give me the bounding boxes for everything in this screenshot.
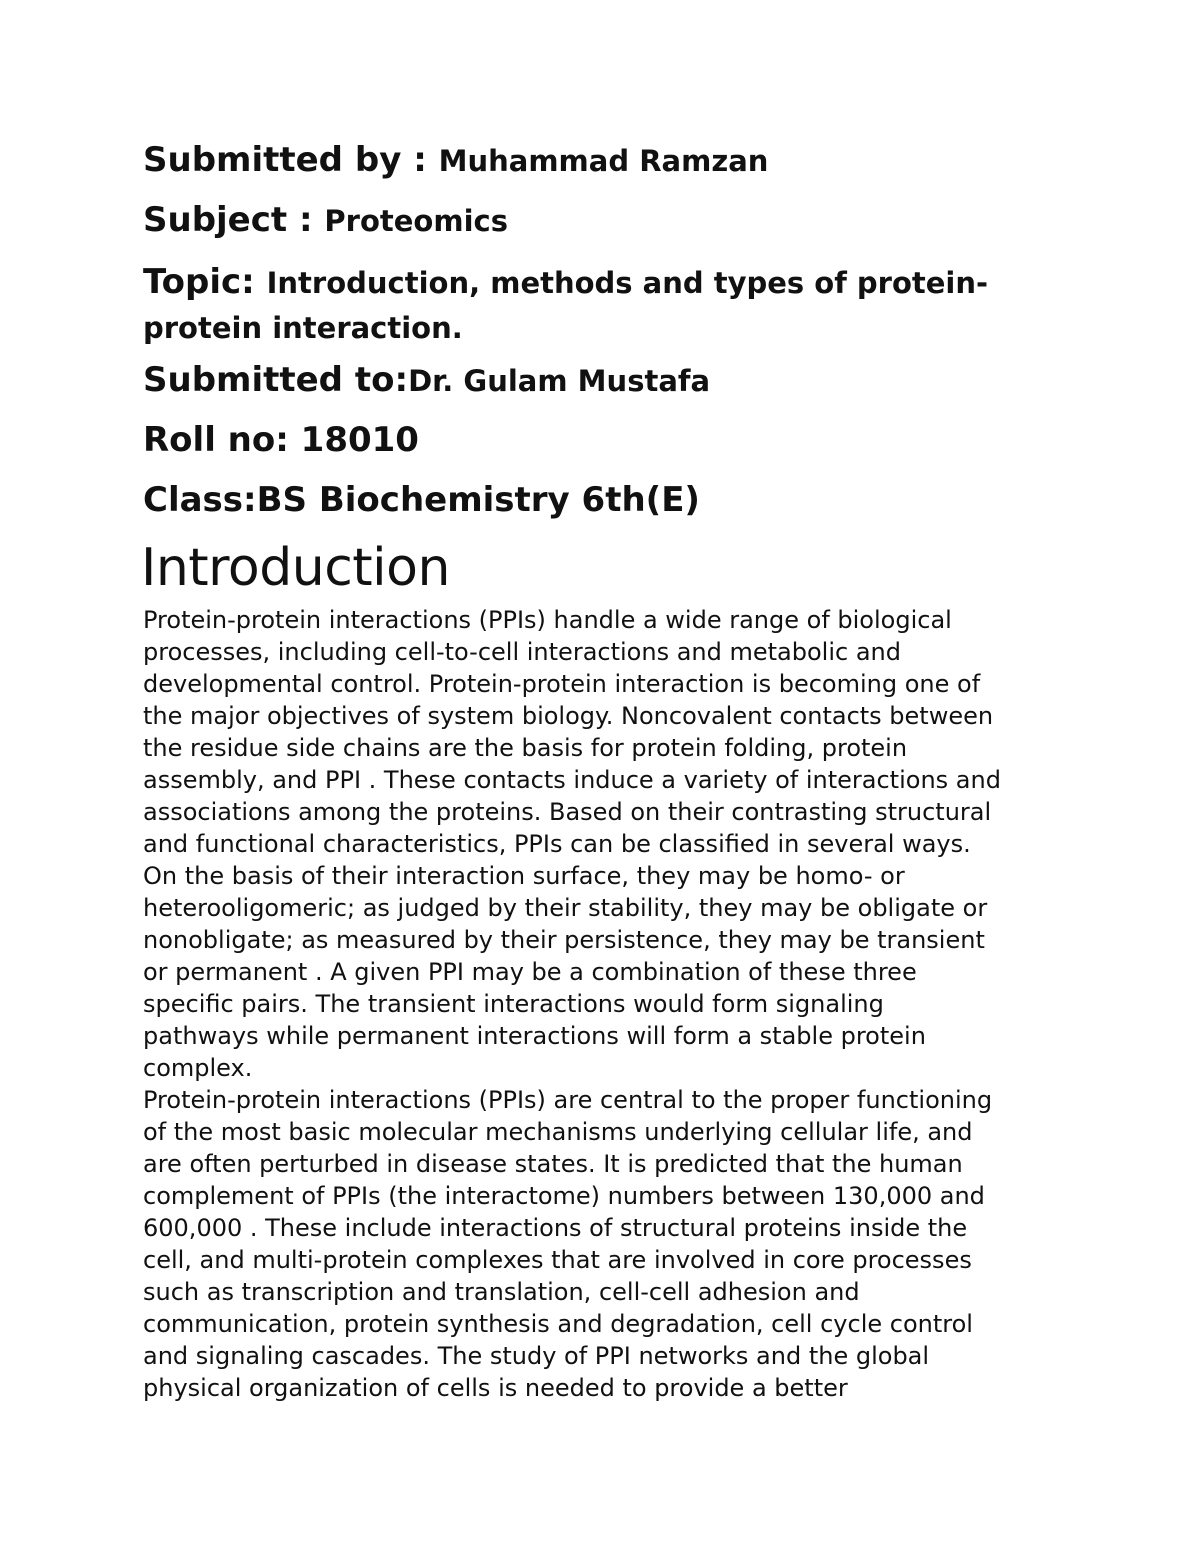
body-text-line: cell, and multi-protein complexes that are involved in core processes [143,1246,972,1274]
submitted-by-value: Muhammad Ramzan [438,144,769,178]
body-text-line: On the basis of their interaction surface, they may be homo- or [143,862,905,890]
body-text-line: complex. [143,1054,253,1082]
topic-label: Topic: [143,262,267,302]
section-heading: Introduction [141,538,450,598]
body-text-line: of the most basic molecular mechanisms underlying cellular life, and [143,1118,973,1146]
submitted-to-value: Dr. Gulam Mustafa [408,364,711,398]
submitted-to-label: Submitted to: [143,360,409,400]
body-text-line: associations among the proteins. Based on their contrasting structural [143,798,992,826]
body-text-line: developmental control. Protein-protein interaction is becoming one of [143,670,981,698]
body-text-line: physical organization of cells is needed to provide a better [143,1374,848,1402]
body-text-line: nonobligate; as measured by their persistence, they may be transient [143,926,985,954]
body-paragraphs [143,604,1058,1404]
body-text-line: the major objectives of system biology. Noncovalent contacts between [143,702,994,730]
subject-value: Proteomics [324,204,508,238]
subject-label: Subject : [143,200,325,240]
body-text-line: or permanent . A given PPI may be a combination of these three [143,958,917,986]
body-text-line: are often perturbed in disease states. It is predicted that the human [143,1150,963,1178]
subject-line [143,200,508,240]
body-text-line: assembly, and PPI . These contacts induce a variety of interactions and [143,766,1001,794]
topic-value-line2: protein interaction. [143,311,463,345]
topic-value-line1: Introduction, methods and types of protein- [266,266,989,300]
body-text-line: specific pairs. The transient interactions would form signaling [143,990,884,1018]
roll-no-line [143,420,419,460]
submitted-to-line [143,360,710,400]
submitted-by-label: Submitted by : [143,140,439,180]
class-text: Class:BS Biochemistry 6th(E) [143,480,700,520]
topic-line [143,262,1058,353]
body-text-line: heterooligomeric; as judged by their stability, they may be obligate or [143,894,988,922]
body-text-line: and signaling cascades. The study of PPI networks and the global [143,1342,930,1370]
roll-no-text: Roll no: 18010 [143,420,419,460]
body-text-line: pathways while permanent interactions will form a stable protein [143,1022,926,1050]
body-text-line: 600,000 . These include interactions of structural proteins inside the [143,1214,968,1242]
body-text-line: communication, protein synthesis and degradation, cell cycle control [143,1310,973,1338]
body-text-line: and functional characteristics, PPIs can be classified in several ways. [143,830,971,858]
body-text-line: the residue side chains are the basis for protein folding, protein [143,734,908,762]
body-text-line: Protein-protein interactions (PPIs) handle a wide range of biological [143,606,952,634]
body-text-line: such as transcription and translation, cell-cell adhesion and [143,1278,860,1306]
body-text-line: processes, including cell-to-cell interactions and metabolic and [143,638,901,666]
body-text-line: complement of PPIs (the interactome) numbers between 130,000 and [143,1182,985,1210]
body-text-line: Protein-protein interactions (PPIs) are central to the proper functioning [143,1086,993,1114]
submitted-by-line [143,140,768,180]
class-line [143,480,700,520]
